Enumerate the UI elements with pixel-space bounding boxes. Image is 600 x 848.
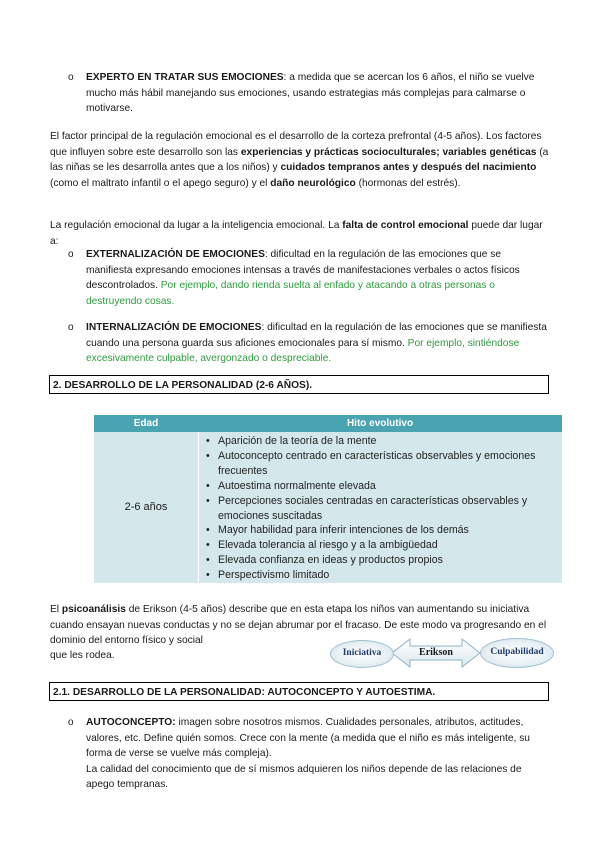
bold-text: psicoanálisis xyxy=(61,604,126,615)
bold-text: experiencias y prácticas socioculturales; variables genéticas xyxy=(240,146,537,158)
bullet-mark: o xyxy=(68,322,74,333)
bullet-mark: o xyxy=(68,249,74,260)
column-header-edad: Edad xyxy=(133,418,159,429)
text: puede dar lugar a: xyxy=(50,220,543,247)
table-header xyxy=(94,415,562,432)
bullet-mark: o xyxy=(68,717,74,728)
iniciativa-node: Iniciativa xyxy=(330,640,394,668)
erikson-label: Erikson xyxy=(419,647,453,658)
text: (a las niñas se les desarrolla antes que a los niños) y xyxy=(50,146,549,174)
bold-text: falta de control emocional xyxy=(342,220,469,231)
text: (hormonas del estrés). xyxy=(355,177,461,189)
text: El xyxy=(50,604,62,615)
age-cell: 2-6 años xyxy=(124,500,168,513)
bullet-text: : dificultad en la regulación de las emociones que se manifiesta cuando una persona guarda sus aficiones emocionales para sí mismo. xyxy=(86,322,547,349)
bold-text: cuidados tempranos antes y después del nacimiento xyxy=(280,162,537,174)
milestone-item: • Perspectivismo limitado xyxy=(204,568,558,583)
bold-text: daño neurológico xyxy=(270,177,356,189)
milestone-item: • Autoestima normalmente elevada xyxy=(204,479,558,494)
paragraph-emotional-intelligence xyxy=(50,218,550,249)
text: El factor principal de la regulación emocional es el desarrollo de la corteza prefrontal (4-5 años). Los factores que influyen sobre este desarrollo son las xyxy=(50,131,542,158)
bullet-text: : dificultad en la regulación de las emociones que se manifiesta expresando emociones intensas a través de manifestaciones verbales o actos físicos descontrolados. xyxy=(86,249,520,292)
culpabilidad-node: Culpabilidad xyxy=(480,638,554,668)
bullet-title: INTERNALIZACIÓN DE EMOCIONES xyxy=(86,322,262,333)
section-heading-personalidad: 2. DESARROLLO DE LA PERSONALIDAD (2-6 AÑOS). xyxy=(49,375,549,394)
milestone-item: • Mayor habilidad para inferir intenciones de los demás xyxy=(204,523,558,538)
milestone-item: • Elevada tolerancia al riesgo y a la ambigüedad xyxy=(204,538,558,553)
table-body xyxy=(94,432,562,583)
example-text: Por ejemplo, dando rienda suelta al enfado y atacando a otras personas o destruyendo cosas. xyxy=(86,280,495,307)
bullet-text-continued: La calidad del conocimiento que de sí mismos adquieren los niños depende de las relaciones de apego tempranas. xyxy=(86,763,522,791)
paragraph-factors xyxy=(50,129,550,191)
column-header-hito: Hito evolutivo xyxy=(346,418,414,429)
bullet-text: : a medida que se acercan los 6 años, el niño se vuelve mucho más hábil manejando sus emociones, usando estrategias más complejas para calmarse o motivarse. xyxy=(86,72,535,115)
text: (como el maltrato infantil o el apego seguro) y el xyxy=(50,177,271,189)
column-divider xyxy=(198,432,199,583)
text: que les rodea. xyxy=(50,650,115,661)
bullet-title: AUTOCONCEPTO: xyxy=(86,717,176,728)
erikson-diagram xyxy=(330,635,552,671)
text: La regulación emocional da lugar a la inteligencia emocional. La xyxy=(50,220,343,231)
section-heading-autoconcepto: 2.1. DESARROLLO DE LA PERSONALIDAD: AUTOCONCEPTO Y AUTOESTIMA. xyxy=(49,682,549,701)
bullet-title: EXTERNALIZACIÓN DE EMOCIONES xyxy=(86,249,265,260)
bullet-text: imagen sobre nosotros mismos. Cualidades personales, atributos, actitudes, valores, etc. Define quién somos. Crece con la mente (a medida que el niño es más inteligente, su forma de verse se vuelve más compleja). xyxy=(86,717,530,760)
text: de Erikson (4-5 años) describe que en esta etapa los niños van aumentando su iniciativa cuando ensayan nuevas conductas y no se dejan abrumar por el fracaso. De este modo va progresando en el dominio del entorno físico y social xyxy=(50,604,547,647)
bullet-mark: o xyxy=(68,72,74,83)
example-text: Por ejemplo, sintiéndose excesivamente culpable, avergonzado o despreciable. xyxy=(86,337,520,365)
milestone-item: • Aparición de la teoría de la mente xyxy=(204,434,558,449)
milestone-item: • Elevada confianza en ideas y productos propios xyxy=(204,553,558,568)
milestone-item: • Percepciones sociales centradas en características observables y emociones suscitadas xyxy=(204,494,558,524)
bullet-title: EXPERTO EN TRATAR SUS EMOCIONES xyxy=(86,72,284,83)
milestone-list xyxy=(204,434,558,583)
milestones-table xyxy=(94,415,562,583)
milestone-item: • Autoconcepto centrado en características observables y emociones frecuentes xyxy=(204,449,558,479)
